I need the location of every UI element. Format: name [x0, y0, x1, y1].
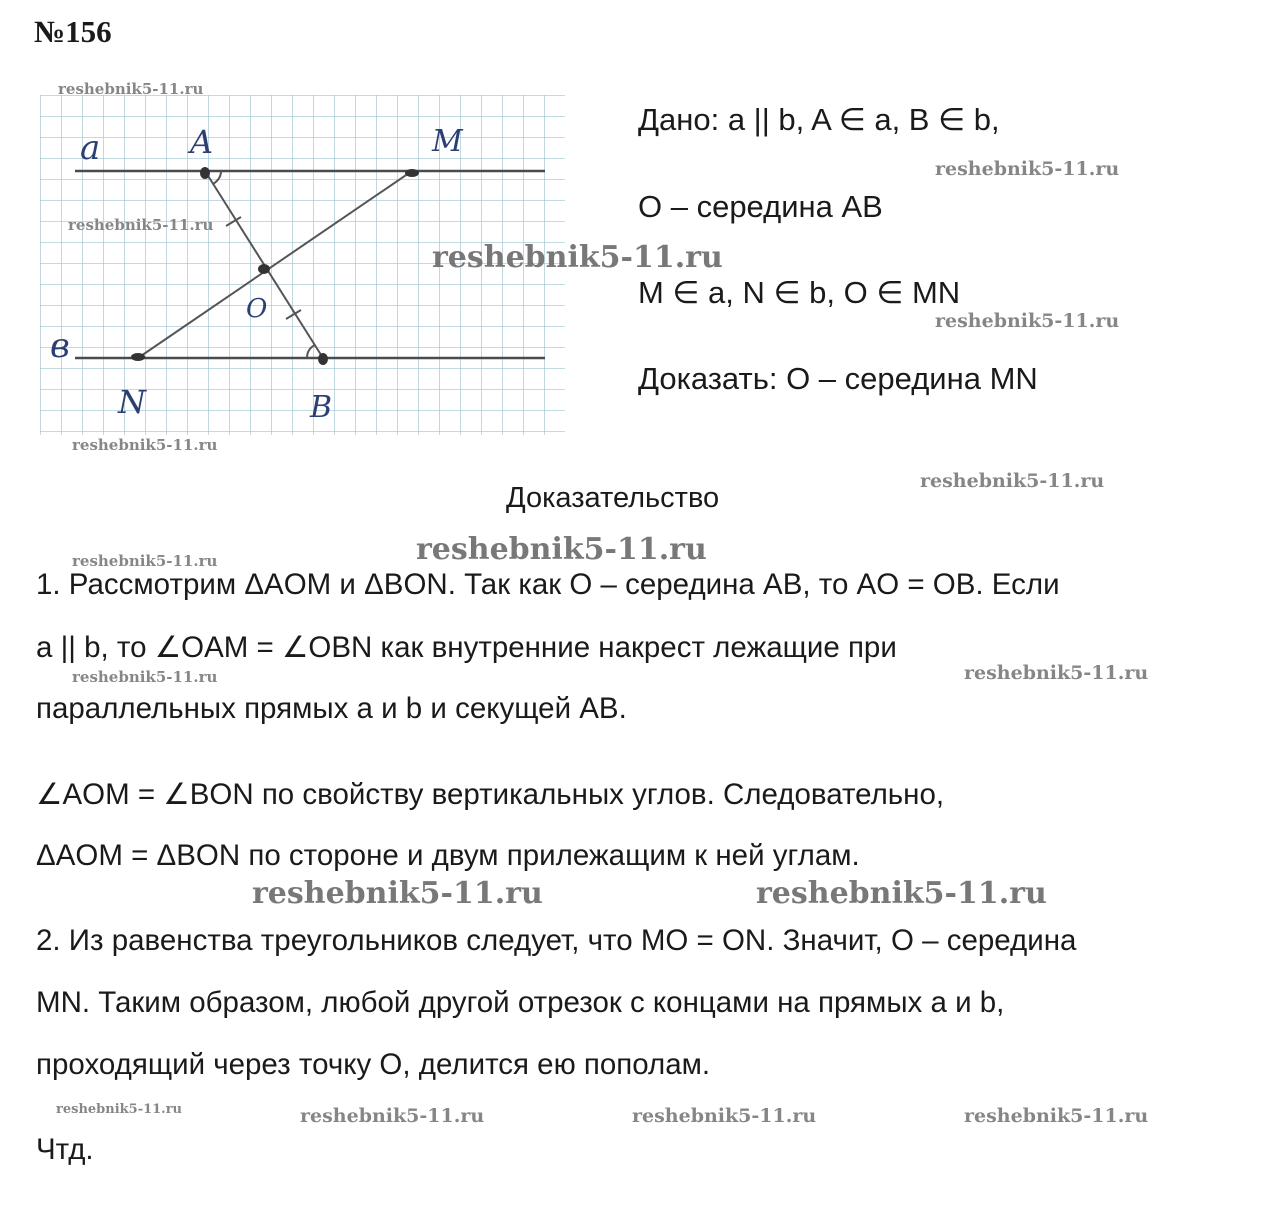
label-A: A	[190, 123, 214, 161]
label-M: M	[432, 124, 463, 159]
proof-line-4: ∠AOM = ∠BON по свойству вертикальных углов. Следовательно,	[36, 778, 945, 811]
label-a: a	[80, 128, 101, 168]
label-B: В	[310, 390, 333, 425]
proof-line-8: проходящий через точку O, делится ею пополам.	[36, 1048, 711, 1081]
proof-line-2: a || b, то ∠OAM = ∠OBN как внутренние накрест лежащие при	[36, 631, 897, 664]
label-O: O	[246, 294, 268, 324]
prove-line: Доказать: O – середина MN	[638, 361, 1038, 396]
watermark: reshebnik5-11.ru	[756, 876, 1047, 911]
watermark: reshebnik5-11.ru	[416, 532, 707, 567]
proof-line-6: 2. Из равенства треугольников следует, что MO = ON. Значит, O – середина	[36, 924, 1077, 957]
point-n	[131, 353, 145, 361]
point-b	[318, 353, 328, 365]
label-b: в	[50, 326, 70, 366]
watermark: reshebnik5-11.ru	[72, 552, 218, 570]
given-line-1: Дано: a || b, A ∈ a, B ∈ b,	[638, 102, 1000, 137]
watermark: reshebnik5-11.ru	[964, 1105, 1149, 1127]
watermark: reshebnik5-11.ru	[300, 1105, 485, 1127]
point-a	[200, 167, 210, 179]
watermark: reshebnik5-11.ru	[68, 216, 214, 234]
proof-heading: Доказательство	[506, 482, 720, 514]
point-m	[405, 169, 419, 177]
proof-line-7: MN. Таким образом, любой другой отрезок с концами на прямых a и b,	[36, 986, 1005, 1019]
watermark: reshebnik5-11.ru	[964, 662, 1149, 684]
watermark: reshebnik5-11.ru	[432, 240, 723, 275]
watermark: reshebnik5-11.ru	[72, 436, 218, 454]
point-o	[258, 264, 270, 274]
watermark: reshebnik5-11.ru	[920, 470, 1105, 492]
label-N: N	[118, 383, 146, 421]
watermark: reshebnik5-11.ru	[935, 158, 1120, 180]
proof-end: Чтд.	[36, 1133, 94, 1166]
watermark: reshebnik5-11.ru	[56, 1102, 183, 1117]
given-line-2: O – середина AB	[638, 189, 883, 224]
proof-line-3: параллельных прямых a и b и секущей AB.	[36, 692, 627, 725]
watermark: reshebnik5-11.ru	[252, 876, 543, 911]
watermark: reshebnik5-11.ru	[632, 1105, 817, 1127]
proof-line-5: ΔAOM = ΔBON по стороне и двум прилежащим к ней углам.	[36, 839, 860, 872]
proof-line-1: 1. Рассмотрим ΔAOM и ΔBON. Так как O – середина AB, то AO = OB. Если	[36, 568, 1060, 601]
watermark: reshebnik5-11.ru	[72, 668, 218, 686]
given-line-3: M ∈ a, N ∈ b, O ∈ MN	[638, 275, 961, 310]
watermark: reshebnik5-11.ru	[935, 310, 1120, 332]
problem-number: №156	[34, 14, 112, 49]
watermark: reshebnik5-11.ru	[58, 80, 204, 98]
